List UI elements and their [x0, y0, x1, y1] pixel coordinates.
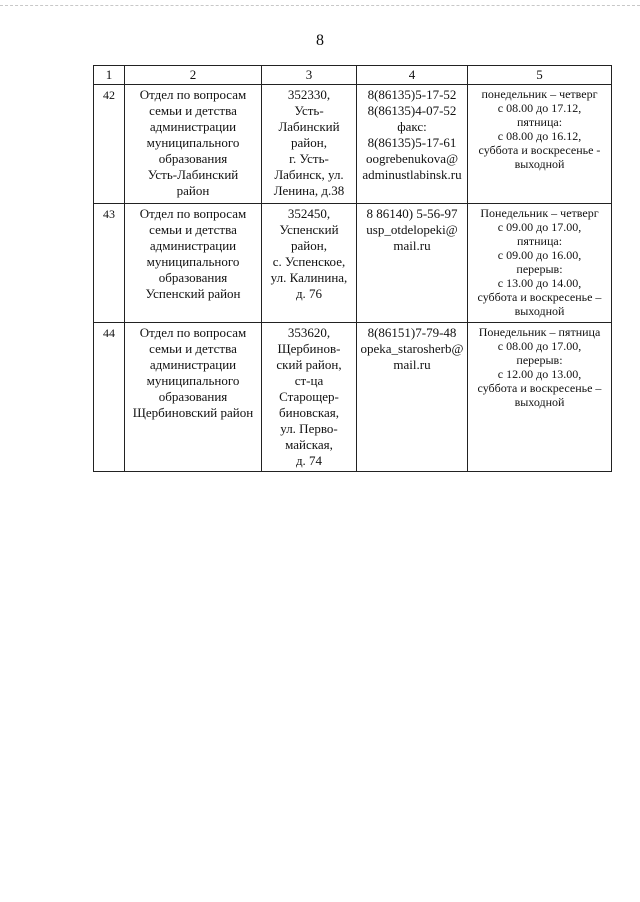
- schedule-line: выходной: [514, 395, 565, 409]
- address-line: г. Усть-: [289, 151, 329, 166]
- table-row: [94, 85, 612, 204]
- contact-line: 8(86151)7-79-48: [367, 325, 457, 340]
- schedule-cell: [468, 85, 612, 204]
- address-line: Успенский: [279, 222, 339, 237]
- address-line: ст-ца: [294, 373, 324, 388]
- contact-line: факс:: [397, 119, 427, 134]
- address-line: ул. Калинина,: [270, 270, 348, 285]
- address-line: ул. Перво-: [280, 421, 338, 436]
- schedule-line: с 09.00 до 16.00,: [497, 248, 582, 262]
- contact-line: 8(86135)5-17-61: [367, 135, 457, 150]
- department-line: Отдел по вопросам: [139, 206, 247, 221]
- department-line: Отдел по вопросам: [139, 325, 247, 340]
- department-line: муниципального: [146, 135, 240, 150]
- schedule-line: выходной: [514, 157, 565, 171]
- department-line: муниципального: [146, 254, 240, 269]
- department-line: образования: [158, 389, 228, 404]
- address-cell: [262, 323, 357, 472]
- schedule-line: с 08.00 до 17.00,: [497, 339, 582, 353]
- row-number: 43: [94, 204, 125, 323]
- address-line: 352330,: [287, 87, 331, 102]
- schedule-line: перерыв:: [516, 262, 563, 276]
- schedule-line: с 12.00 до 13.00,: [497, 367, 582, 381]
- schedule-line: Понедельник – четверг: [480, 206, 599, 220]
- schedule-line: пятница:: [516, 234, 563, 248]
- contact-line: 8(86135)5-17-52: [367, 87, 457, 102]
- contact-line: mail.ru: [393, 357, 431, 372]
- address-line: д. 76: [295, 286, 323, 301]
- address-line: с. Успенское,: [272, 254, 346, 269]
- address-line: Лабинский: [278, 119, 340, 134]
- contacts-cell: [357, 85, 468, 204]
- row-number: 44: [94, 323, 125, 472]
- contact-line: oogrebenukova@: [365, 151, 459, 166]
- department-line: семьи и детства: [149, 222, 237, 237]
- department-line: семьи и детства: [149, 341, 237, 356]
- contacts-table: [93, 65, 612, 472]
- contacts-cell: [357, 323, 468, 472]
- schedule-line: с 08.00 до 17.12,: [497, 101, 582, 115]
- schedule-line: с 08.00 до 16.12,: [497, 129, 582, 143]
- department-line: администрации: [149, 357, 237, 372]
- address-line: ский район,: [276, 357, 342, 372]
- department-cell: [125, 323, 262, 472]
- department-line: семьи и детства: [149, 103, 237, 118]
- address-line: район,: [291, 238, 327, 253]
- contacts-cell: [357, 204, 468, 323]
- table-row: [94, 204, 612, 323]
- schedule-cell: [468, 204, 612, 323]
- header-cell-5: 5: [468, 66, 612, 85]
- contact-line: 8 86140) 5-56-97: [366, 206, 458, 221]
- department-line: администрации: [149, 119, 237, 134]
- header-cell-4: 4: [357, 66, 468, 85]
- department-line: администрации: [149, 238, 237, 253]
- address-line: 353620,: [287, 325, 331, 340]
- table-row: [94, 323, 612, 472]
- schedule-line: с 13.00 до 14.00,: [497, 276, 582, 290]
- address-line: биновская,: [279, 405, 339, 420]
- department-line: Успенский район: [145, 286, 241, 301]
- schedule-line: понедельник – четверг: [481, 87, 598, 101]
- department-line: образования: [158, 270, 228, 285]
- header-cell-3: 3: [262, 66, 357, 85]
- header-cell-2: 2: [125, 66, 262, 85]
- contact-line: 8(86135)4-07-52: [367, 103, 457, 118]
- address-line: Щербинов-: [277, 341, 341, 356]
- department-line: район: [176, 183, 210, 198]
- contact-line: adminustlabinsk.ru: [362, 167, 462, 182]
- schedule-line: с 09.00 до 17.00,: [497, 220, 582, 234]
- contact-line: opeka_starosherb@: [360, 341, 464, 356]
- department-line: Отдел по вопросам: [139, 87, 247, 102]
- schedule-line: выходной: [514, 304, 565, 318]
- schedule-line: суббота и воскресенье –: [477, 381, 602, 395]
- department-cell: [125, 85, 262, 204]
- table-header-row: [94, 66, 612, 85]
- address-line: Лабинск, ул.: [274, 167, 344, 182]
- scan-edge-line: [0, 5, 640, 6]
- schedule-cell: [468, 323, 612, 472]
- row-number: 42: [94, 85, 125, 204]
- schedule-line: пятница:: [516, 115, 563, 129]
- schedule-line: суббота и воскресенье –: [477, 290, 602, 304]
- schedule-line: Понедельник – пятница: [478, 325, 601, 339]
- department-line: образования: [158, 151, 228, 166]
- address-line: Усть-: [294, 103, 324, 118]
- department-line: Усть-Лабинский: [147, 167, 239, 182]
- contact-line: mail.ru: [393, 238, 431, 253]
- schedule-line: перерыв:: [516, 353, 563, 367]
- department-line: муниципального: [146, 373, 240, 388]
- contact-line: usp_otdelopeki@: [366, 222, 458, 237]
- department-cell: [125, 204, 262, 323]
- header-cell-1: 1: [94, 66, 125, 85]
- address-line: 352450,: [287, 206, 331, 221]
- address-cell: [262, 204, 357, 323]
- address-line: Ленина, д.38: [273, 183, 345, 198]
- address-line: Старощер-: [279, 389, 339, 404]
- address-cell: [262, 85, 357, 204]
- address-line: майская,: [285, 437, 333, 452]
- department-line: Щербиновский район: [132, 405, 254, 420]
- page-number: 8: [316, 32, 324, 49]
- address-line: район,: [291, 135, 327, 150]
- schedule-line: суббота и воскресенье -: [478, 143, 601, 157]
- address-line: д. 74: [295, 453, 323, 468]
